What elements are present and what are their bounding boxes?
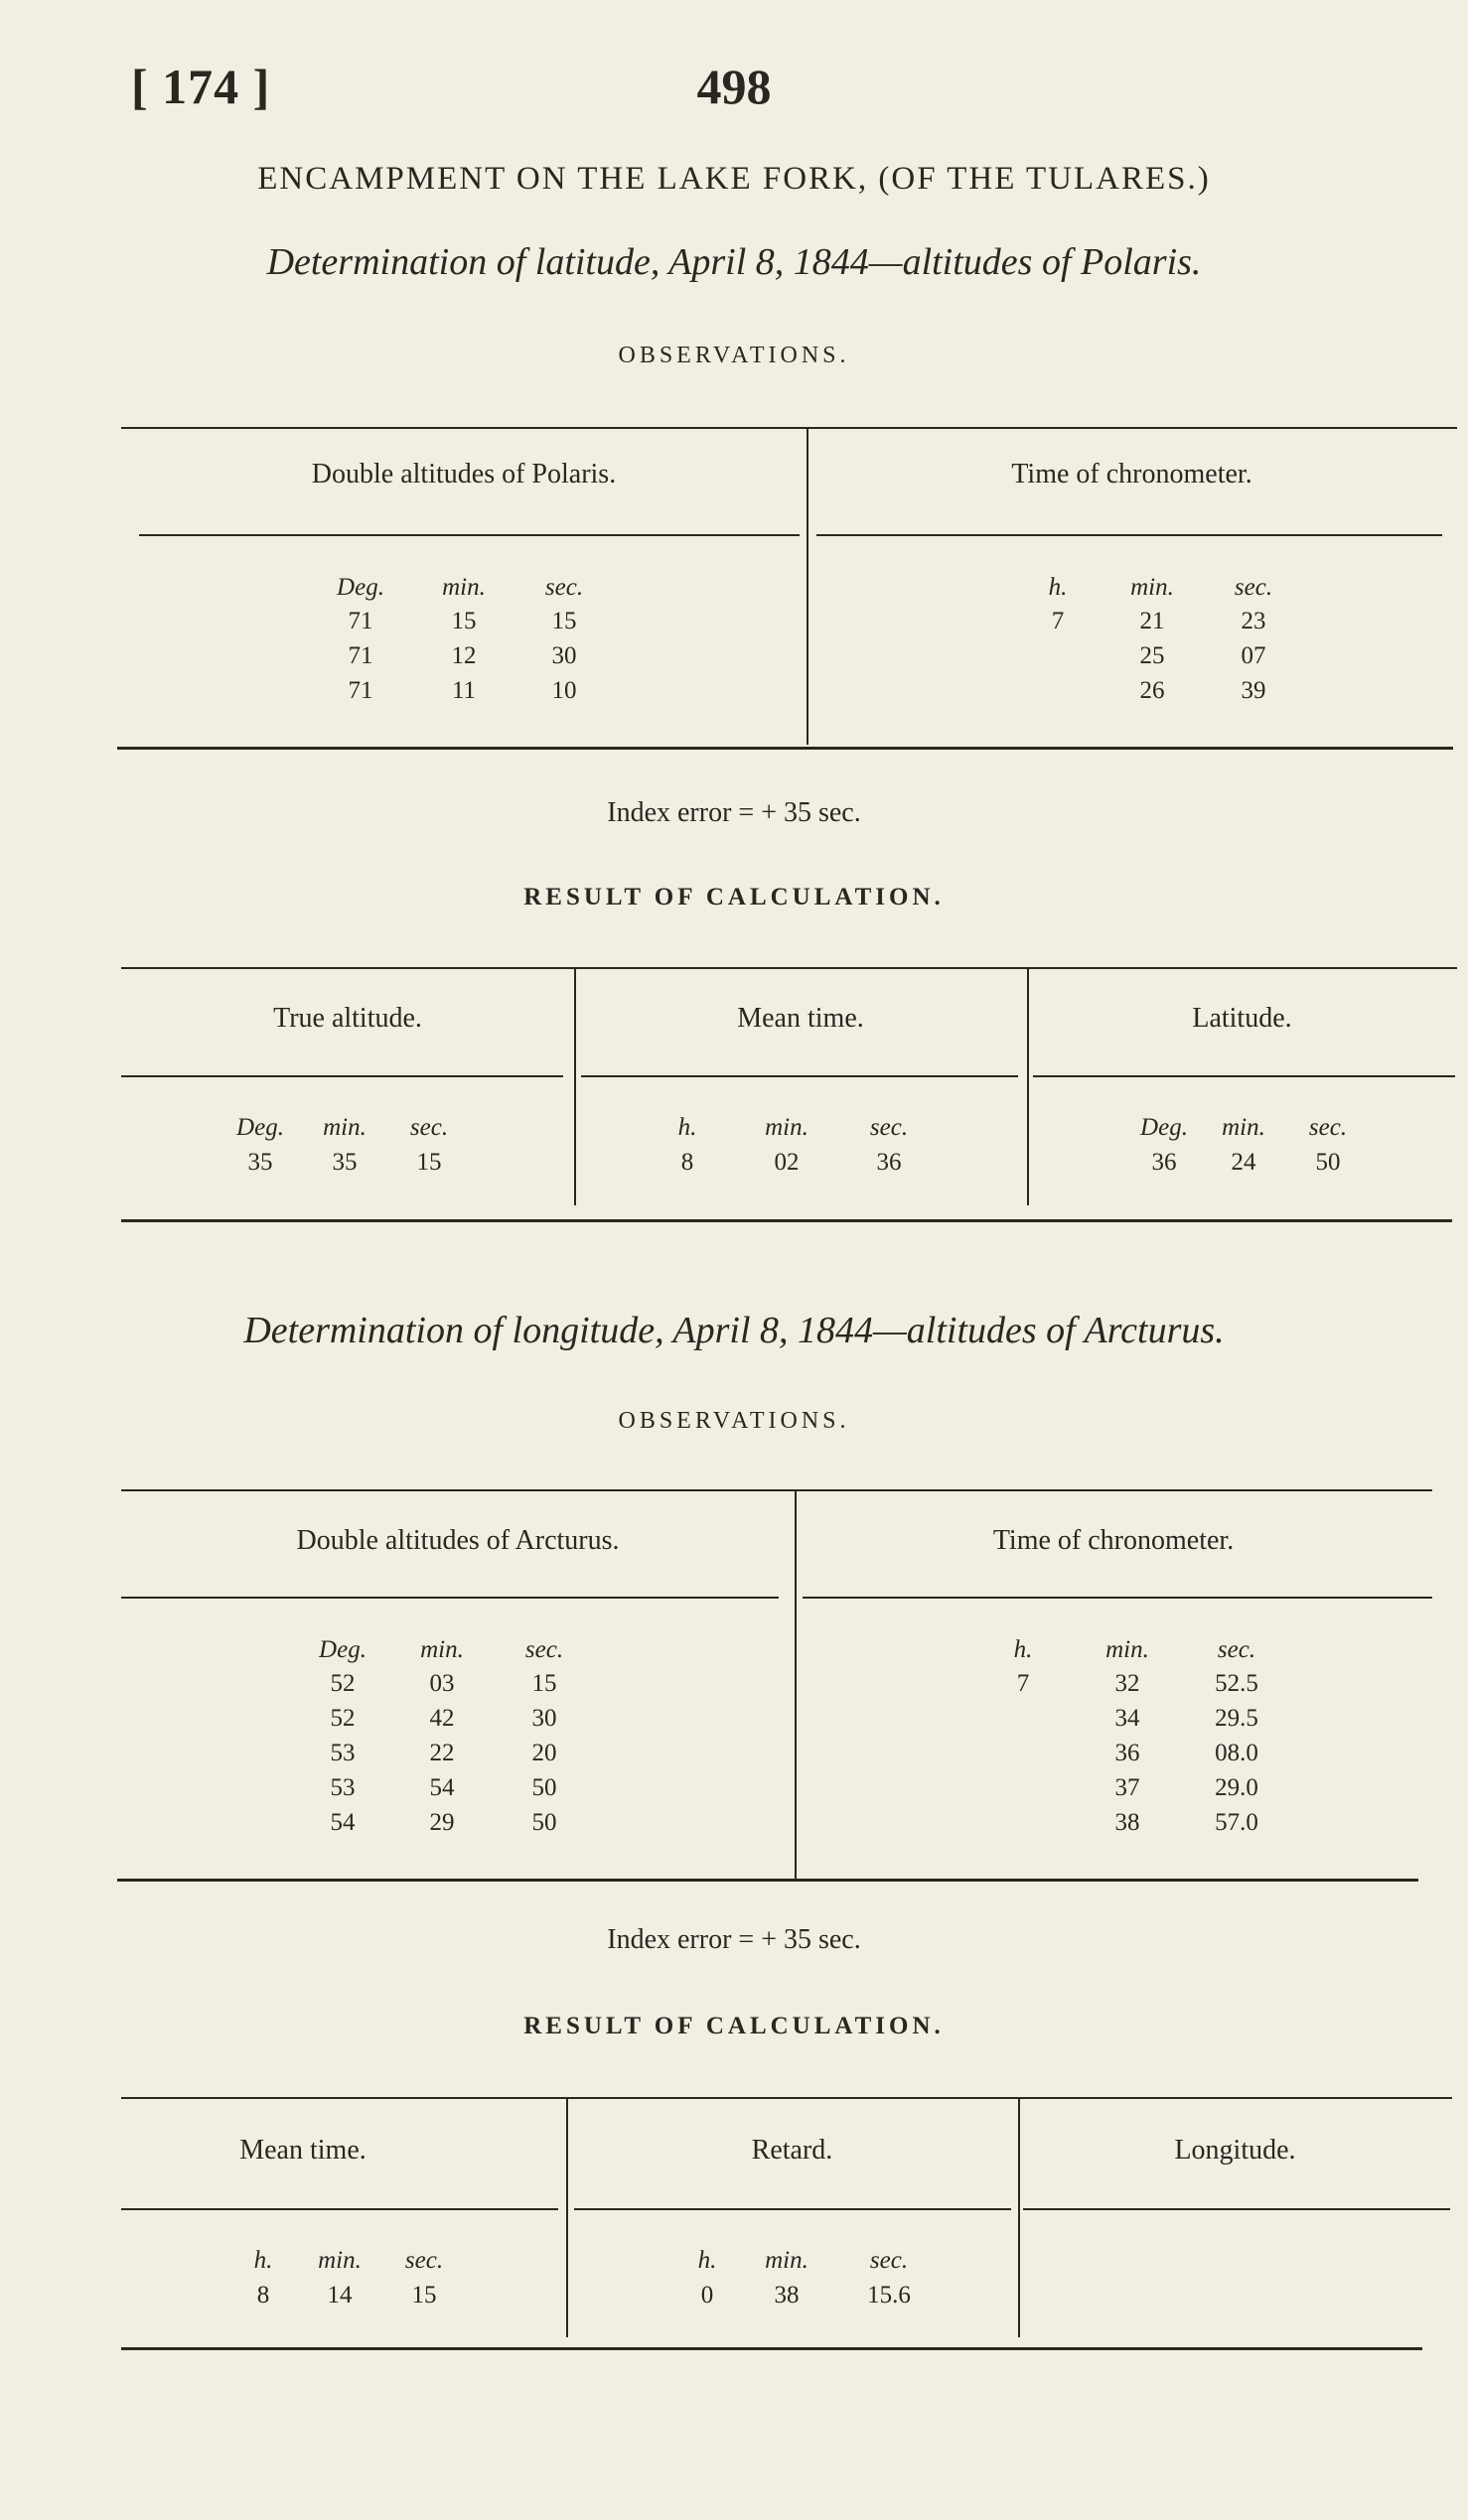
result-value: 15	[416, 1149, 442, 1176]
table-cell: 50	[531, 1809, 557, 1836]
table-cell: 38	[1114, 1809, 1140, 1836]
result-value: 24	[1231, 1149, 1256, 1176]
table-cell: 21	[1139, 608, 1165, 634]
table-cell: 7	[1051, 608, 1065, 634]
table-cell: 20	[531, 1740, 557, 1766]
polaris-altitudes-header: Double altitudes of Polaris.	[311, 459, 617, 490]
unit-label: min.	[318, 2247, 362, 2274]
table-cell: 36	[1114, 1740, 1140, 1766]
result-value: 36	[876, 1149, 902, 1176]
table-cell: 26	[1139, 677, 1165, 704]
result-value: 8	[680, 1149, 694, 1176]
table-cell: 7	[1016, 1670, 1030, 1697]
page-number: 498	[696, 59, 772, 114]
unit-label: sec.	[544, 574, 584, 601]
table-cell: 53	[330, 1774, 356, 1801]
result-value: 02	[774, 1149, 800, 1176]
table-cell: 25	[1139, 642, 1165, 669]
unit-label: min.	[765, 1114, 808, 1141]
result-label-1: RESULT OF CALCULATION.	[523, 884, 945, 910]
unit-label: h.	[677, 1114, 697, 1141]
result-value: 35	[247, 1149, 273, 1176]
mean-time-header-2: Mean time.	[239, 2135, 367, 2166]
unit-label: sec.	[1217, 1636, 1256, 1663]
index-error-2: Index error = + 35 sec.	[607, 1924, 861, 1955]
unit-label: min.	[442, 574, 486, 601]
table-cell: 54	[330, 1809, 356, 1836]
unit-label: min.	[1222, 1114, 1265, 1141]
table-cell: 23	[1241, 608, 1266, 634]
result-value: 36	[1151, 1149, 1177, 1176]
unit-label: min.	[765, 2247, 808, 2274]
table-cell: 50	[531, 1774, 557, 1801]
retard-header: Retard.	[751, 2135, 833, 2166]
table-cell: 52	[330, 1670, 356, 1697]
unit-label: h.	[697, 2247, 717, 2274]
table-cell: 71	[348, 642, 373, 669]
table-cell: 11	[451, 677, 477, 704]
unit-label: sec.	[404, 2247, 444, 2274]
unit-label: min.	[1130, 574, 1174, 601]
true-altitude-header: True altitude.	[273, 1003, 422, 1034]
bracket-page-number: [ 174 ]	[131, 59, 271, 114]
unit-label: Deg.	[1140, 1114, 1188, 1141]
unit-label: min.	[420, 1636, 464, 1663]
unit-label: min.	[323, 1114, 367, 1141]
unit-label: Deg.	[319, 1636, 367, 1663]
latitude-heading: Determination of latitude, April 8, 1844—altitudes of Polaris.	[266, 241, 1202, 283]
table-cell: 52.5	[1215, 1670, 1258, 1697]
unit-label: h.	[1013, 1636, 1033, 1663]
table-cell: 03	[429, 1670, 455, 1697]
table-cell: 71	[348, 608, 373, 634]
table-cell: 42	[429, 1705, 455, 1732]
result-value: 15	[411, 2282, 437, 2309]
unit-label: sec.	[524, 1636, 564, 1663]
table-cell: 15	[531, 1670, 557, 1697]
table-cell: 71	[348, 677, 373, 704]
latitude-header: Latitude.	[1192, 1003, 1292, 1034]
longitude-header: Longitude.	[1174, 2135, 1296, 2166]
unit-label: sec.	[869, 2247, 909, 2274]
unit-label: h.	[253, 2247, 273, 2274]
unit-label: h.	[1048, 574, 1068, 601]
table-cell: 32	[1114, 1670, 1140, 1697]
chronometer-time-header-1: Time of chronometer.	[1011, 459, 1252, 490]
table-cell: 34	[1114, 1705, 1140, 1732]
index-error-1: Index error = + 35 sec.	[607, 797, 861, 828]
result-value: 8	[256, 2282, 270, 2309]
table-cell: 52	[330, 1705, 356, 1732]
observations-label-1: OBSERVATIONS.	[618, 343, 850, 368]
unit-label: min.	[1105, 1636, 1149, 1663]
arcturus-altitudes-header: Double altitudes of Arcturus.	[296, 1525, 620, 1556]
table-cell: 37	[1114, 1774, 1140, 1801]
unit-label: Deg.	[337, 574, 384, 601]
table-cell: 29.0	[1215, 1774, 1258, 1801]
table-cell: 29.5	[1215, 1705, 1258, 1732]
result-value: 14	[327, 2282, 353, 2309]
result-value: 38	[774, 2282, 800, 2309]
table-cell: 15	[451, 608, 477, 634]
table-cell: 12	[451, 642, 477, 669]
unit-label: sec.	[869, 1114, 909, 1141]
table-cell: 07	[1241, 642, 1266, 669]
result-label-2: RESULT OF CALCULATION.	[523, 2013, 945, 2039]
table-cell: 29	[429, 1809, 455, 1836]
unit-label: Deg.	[236, 1114, 284, 1141]
table-cell: 53	[330, 1740, 356, 1766]
longitude-heading: Determination of longitude, April 8, 1844—altitudes of Arcturus.	[243, 1310, 1225, 1351]
table-cell: 57.0	[1215, 1809, 1258, 1836]
table-cell: 39	[1241, 677, 1266, 704]
unit-label: sec.	[1234, 574, 1273, 601]
unit-label: sec.	[1308, 1114, 1348, 1141]
observations-label-2: OBSERVATIONS.	[618, 1408, 850, 1434]
result-value: 0	[700, 2282, 714, 2309]
table-cell: 54	[429, 1774, 455, 1801]
result-value: 35	[332, 1149, 358, 1176]
table-cell: 30	[531, 1705, 557, 1732]
result-value: 15.6	[867, 2282, 911, 2309]
table-cell: 15	[551, 608, 577, 634]
page-title: ENCAMPMENT ON THE LAKE FORK, (OF THE TULARES.)	[257, 161, 1211, 197]
mean-time-header-1: Mean time.	[737, 1003, 864, 1034]
unit-label: sec.	[409, 1114, 449, 1141]
table-cell: 10	[551, 677, 577, 704]
table-cell: 30	[551, 642, 577, 669]
table-cell: 22	[429, 1740, 455, 1766]
chronometer-time-header-2: Time of chronometer.	[992, 1525, 1235, 1556]
table-cell: 08.0	[1215, 1740, 1258, 1766]
result-value: 50	[1315, 1149, 1341, 1176]
